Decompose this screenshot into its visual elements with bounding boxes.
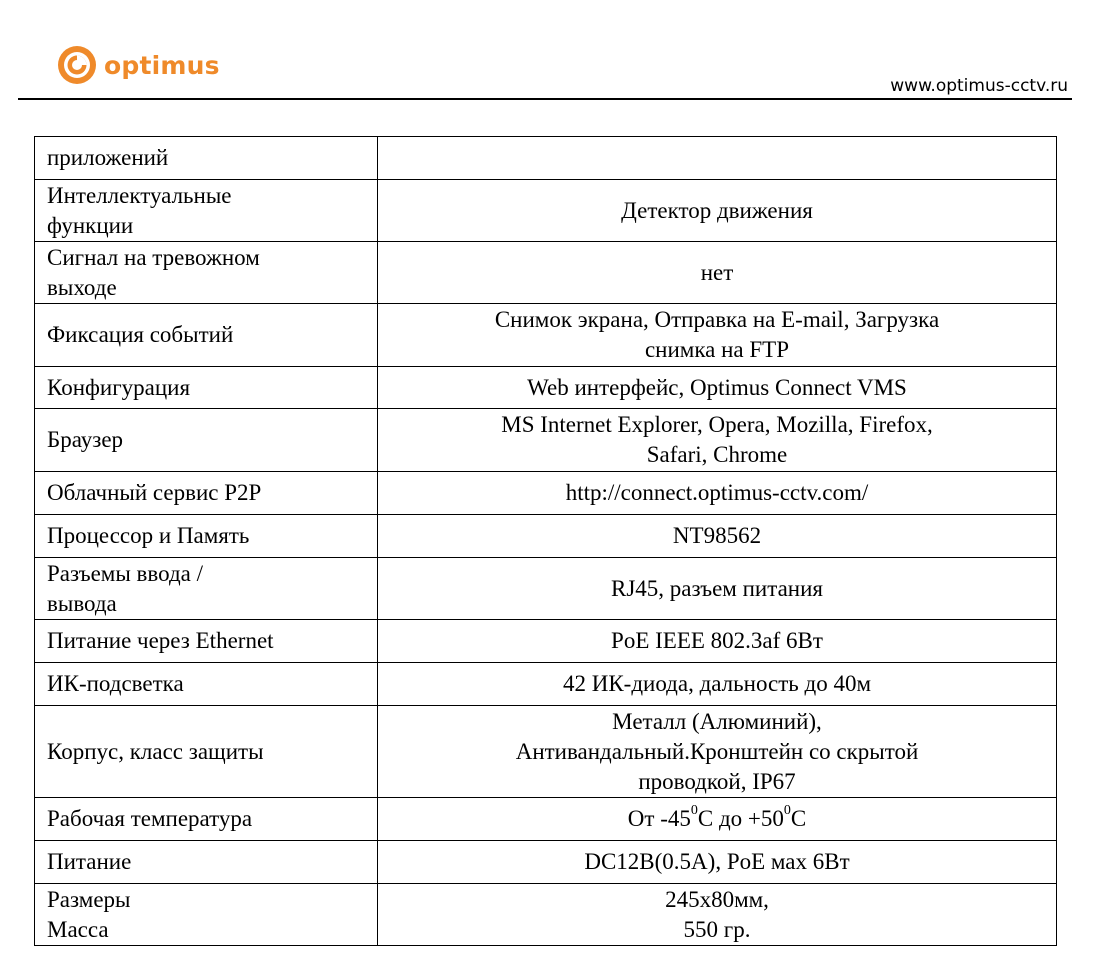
table-row — [35, 706, 1057, 798]
table-row — [35, 884, 1057, 946]
spec-label: Облачный сервис P2P — [47, 480, 262, 505]
spec-label: вывода — [47, 590, 117, 616]
spec-label: Сигнал на тревожном — [47, 244, 260, 270]
brand-logo — [56, 44, 220, 86]
spec-value-cell — [378, 472, 1057, 515]
spec-value-cell — [378, 304, 1057, 367]
spec-value: MS Internet Explorer, Opera, Mozilla, Firefox, — [501, 412, 933, 437]
spec-value: 245x80мм, — [665, 886, 769, 912]
spec-value-cell — [378, 706, 1057, 798]
spec-label: Питание через Ethernet — [47, 628, 274, 653]
spec-value-cell — [378, 620, 1057, 663]
spec-label-cell — [35, 706, 378, 798]
spec-value-cell — [378, 515, 1057, 558]
table-row — [35, 137, 1057, 180]
spec-value: Детектор движения — [621, 197, 813, 223]
table-row — [35, 304, 1057, 367]
spec-value: Антивандальный.Кронштейн со скрытой — [515, 738, 919, 764]
table-row — [35, 558, 1057, 620]
spec-value: нет — [700, 259, 734, 285]
table-row — [35, 620, 1057, 663]
spec-value: http://connect.optimus-cctv.com/ — [565, 480, 869, 505]
spec-value-cell — [378, 884, 1057, 946]
spec-label: приложений — [47, 145, 169, 170]
table-row — [35, 409, 1057, 472]
spec-label-cell — [35, 180, 378, 242]
spec-value: 42 ИК-диода, дальность до 40м — [562, 671, 872, 696]
spec-label-cell — [35, 472, 378, 515]
table-row — [35, 367, 1057, 409]
spec-label-cell — [35, 137, 378, 180]
website-url[interactable]: www.optimus-cctv.ru — [890, 76, 1068, 96]
brand-name: optimus — [104, 50, 220, 80]
spec-value: Снимок экрана, Отправка на E-mail, Загрузка — [494, 307, 940, 332]
optimus-logo-icon — [56, 44, 98, 86]
spec-label: Браузер — [47, 427, 124, 452]
spec-label: Рабочая температура — [47, 806, 253, 831]
table-row — [35, 841, 1057, 884]
spec-label-cell — [35, 884, 378, 946]
spec-label-cell — [35, 620, 378, 663]
spec-value: NT98562 — [672, 523, 762, 548]
spec-label-cell — [35, 515, 378, 558]
spec-value-cell — [378, 798, 1057, 841]
spec-label: функции — [47, 212, 134, 238]
spec-value-cell — [378, 137, 1057, 180]
spec-label: Корпус, класс защиты — [47, 738, 264, 764]
spec-value: RJ45, разъем питания — [611, 575, 823, 601]
spec-label: ИК-подсветка — [47, 671, 184, 696]
table-row — [35, 515, 1057, 558]
spec-value: От $-45^0С$ до $+50^0С$ — [627, 803, 807, 831]
spec-value: DC12В(0.5А), PoE мах 6Вт — [584, 849, 850, 874]
table-row — [35, 798, 1057, 841]
spec-value-cell — [378, 180, 1057, 242]
spec-value-cell — [378, 242, 1057, 304]
spec-label-cell — [35, 663, 378, 706]
table-row — [35, 472, 1057, 515]
spec-label: Питание — [47, 849, 132, 874]
spec-value: PoE IEEE 802.3af 6Вт — [611, 628, 823, 653]
spec-label: Процессор и Память — [47, 523, 250, 548]
spec-label: выходе — [47, 274, 117, 300]
spec-value: снимка на FTP — [644, 337, 790, 362]
spec-label-cell — [35, 242, 378, 304]
spec-label-cell — [35, 367, 378, 409]
spec-label: Масса — [47, 916, 109, 942]
spec-label: Разъемы ввода / — [47, 560, 204, 586]
spec-value-cell — [378, 367, 1057, 409]
spec-value-cell — [378, 663, 1057, 706]
spec-label-cell — [35, 841, 378, 884]
spec-value-cell — [378, 841, 1057, 884]
spec-value: 550 гр. — [683, 916, 751, 942]
spec-value: Safari, Chrome — [646, 442, 788, 467]
table-row — [35, 663, 1057, 706]
spec-label: Конфигурация — [47, 374, 191, 400]
spec-value: Web интерфейс, Optimus Connect VMS — [527, 374, 907, 400]
table-row — [35, 242, 1057, 304]
spec-table — [34, 136, 1057, 946]
spec-label: Фиксация событий — [47, 322, 234, 347]
spec-label: Интеллектуальные — [47, 182, 232, 208]
spec-value-cell — [378, 558, 1057, 620]
spec-label-cell — [35, 798, 378, 841]
table-row — [35, 180, 1057, 242]
spec-label-cell — [35, 304, 378, 367]
spec-label-cell — [35, 409, 378, 472]
spec-label-cell — [35, 558, 378, 620]
spec-value: Металл (Алюминий), — [612, 708, 822, 734]
header-divider — [18, 98, 1072, 100]
spec-value: проводкой, IP67 — [638, 768, 796, 794]
spec-label: Размеры — [47, 886, 131, 912]
spec-value-cell — [378, 409, 1057, 472]
